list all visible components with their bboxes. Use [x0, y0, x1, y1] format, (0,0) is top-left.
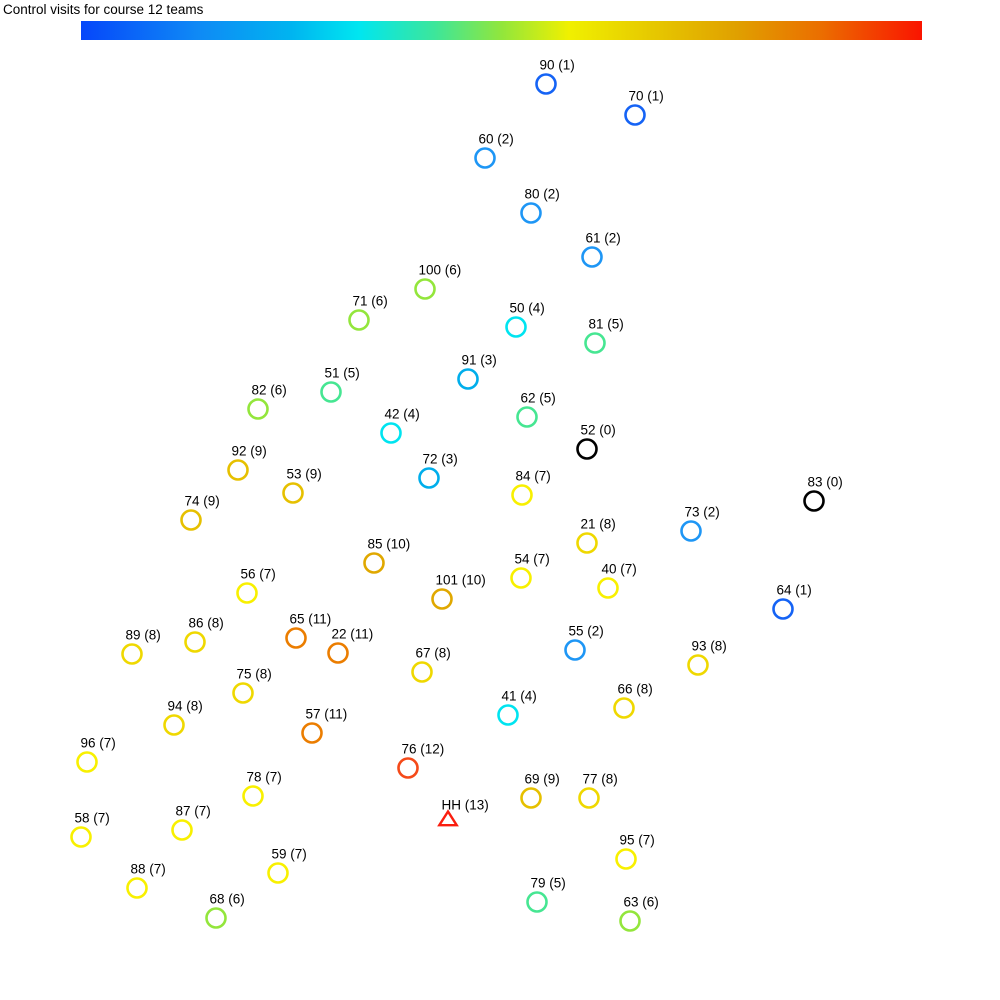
chart-title: Control visits for course 12 teams [3, 2, 204, 17]
control-label-70: 70 (1) [628, 88, 664, 104]
control-label-40: 40 (7) [601, 561, 637, 577]
control-marker-55 [566, 641, 585, 660]
control-label-69: 69 (9) [524, 771, 560, 787]
control-marker-92 [229, 461, 248, 480]
control-marker-21 [578, 534, 597, 553]
control-label-91: 91 (3) [461, 352, 497, 368]
control-marker-100 [416, 280, 435, 299]
control-label-65: 65 (11) [289, 611, 332, 627]
control-marker-40 [599, 579, 618, 598]
control-label-72: 72 (3) [422, 451, 458, 467]
control-label-93: 93 (8) [691, 638, 727, 654]
control-label-51: 51 (5) [324, 365, 360, 381]
control-label-88: 88 (7) [130, 861, 166, 877]
control-marker-57 [303, 724, 322, 743]
control-marker-22 [329, 644, 348, 663]
control-marker-66 [615, 699, 634, 718]
control-label-68: 68 (6) [209, 891, 245, 907]
control-label-76: 76 (12) [401, 741, 445, 757]
control-marker-59 [269, 864, 288, 883]
control-marker-94 [165, 716, 184, 735]
control-marker-101 [433, 590, 452, 609]
control-label-57: 57 (11) [305, 706, 348, 722]
control-marker-68 [207, 909, 226, 928]
control-marker-84 [513, 486, 532, 505]
control-label-92: 92 (9) [231, 443, 267, 459]
control-marker-51 [322, 383, 341, 402]
control-marker-53 [284, 484, 303, 503]
control-label-67: 67 (8) [415, 645, 451, 661]
control-marker-60 [476, 149, 495, 168]
control-marker-81 [586, 334, 605, 353]
control-label-79: 79 (5) [530, 875, 566, 891]
control-marker-70 [626, 106, 645, 125]
control-marker-74 [182, 511, 201, 530]
control-marker-75 [234, 684, 253, 703]
control-marker-80 [522, 204, 541, 223]
control-marker-78 [244, 787, 263, 806]
control-marker-62 [518, 408, 537, 427]
control-marker-52 [578, 440, 597, 459]
control-label-75: 75 (8) [236, 666, 272, 682]
control-label-80: 80 (2) [524, 186, 560, 202]
control-label-101: 101 (10) [435, 572, 486, 588]
control-label-60: 60 (2) [478, 131, 514, 147]
control-label-90: 90 (1) [539, 57, 575, 73]
control-marker-88 [128, 879, 147, 898]
control-marker-89 [123, 645, 142, 664]
control-marker-77 [580, 789, 599, 808]
control-marker-54 [512, 569, 531, 588]
control-label-41: 41 (4) [501, 688, 537, 704]
control-label-95: 95 (7) [619, 832, 655, 848]
control-marker-42 [382, 424, 401, 443]
control-label-55: 55 (2) [568, 623, 604, 639]
control-marker-HH [439, 812, 456, 826]
control-label-53: 53 (9) [286, 466, 322, 482]
control-label-89: 89 (8) [125, 627, 161, 643]
control-label-77: 77 (8) [582, 771, 618, 787]
control-label-54: 54 (7) [514, 551, 550, 567]
control-marker-79 [528, 893, 547, 912]
control-label-71: 71 (6) [352, 293, 388, 309]
control-label-42: 42 (4) [384, 406, 420, 422]
control-marker-91 [459, 370, 478, 389]
control-label-61: 61 (2) [585, 230, 621, 246]
control-marker-67 [413, 663, 432, 682]
control-label-86: 86 (8) [188, 615, 224, 631]
control-label-96: 96 (7) [80, 735, 116, 751]
control-marker-76 [399, 759, 418, 778]
control-label-50: 50 (4) [509, 300, 545, 316]
control-label-73: 73 (2) [684, 504, 720, 520]
control-marker-95 [617, 850, 636, 869]
control-label-63: 63 (6) [623, 894, 659, 910]
control-label-22: 22 (11) [331, 626, 374, 642]
control-marker-73 [682, 522, 701, 541]
control-marker-90 [537, 75, 556, 94]
control-label-100: 100 (6) [418, 262, 462, 278]
control-marker-50 [507, 318, 526, 337]
control-marker-83 [805, 492, 824, 511]
control-marker-63 [621, 912, 640, 931]
control-label-74: 74 (9) [184, 493, 220, 509]
control-marker-41 [499, 706, 518, 725]
control-marker-72 [420, 469, 439, 488]
control-label-58: 58 (7) [74, 810, 110, 826]
control-label-59: 59 (7) [271, 846, 307, 862]
control-marker-86 [186, 633, 205, 652]
control-marker-82 [249, 400, 268, 419]
control-label-84: 84 (7) [515, 468, 551, 484]
control-label-81: 81 (5) [588, 316, 624, 332]
control-label-87: 87 (7) [175, 803, 211, 819]
control-label-21: 21 (8) [580, 516, 616, 532]
control-label-62: 62 (5) [520, 390, 556, 406]
control-label-94: 94 (8) [167, 698, 203, 714]
control-label-66: 66 (8) [617, 681, 653, 697]
control-label-HH: HH (13) [441, 797, 489, 813]
control-marker-61 [583, 248, 602, 267]
control-marker-64 [774, 600, 793, 619]
control-label-85: 85 (10) [367, 536, 411, 552]
control-label-83: 83 (0) [807, 474, 843, 490]
control-label-78: 78 (7) [246, 769, 282, 785]
control-marker-71 [350, 311, 369, 330]
control-marker-56 [238, 584, 257, 603]
control-marker-93 [689, 656, 708, 675]
control-marker-69 [522, 789, 541, 808]
control-label-52: 52 (0) [580, 422, 616, 438]
control-label-56: 56 (7) [240, 566, 276, 582]
control-marker-85 [365, 554, 384, 573]
control-label-82: 82 (6) [251, 382, 287, 398]
control-marker-87 [173, 821, 192, 840]
control-marker-58 [72, 828, 91, 847]
control-label-64: 64 (1) [776, 582, 812, 598]
control-marker-96 [78, 753, 97, 772]
control-marker-65 [287, 629, 306, 648]
